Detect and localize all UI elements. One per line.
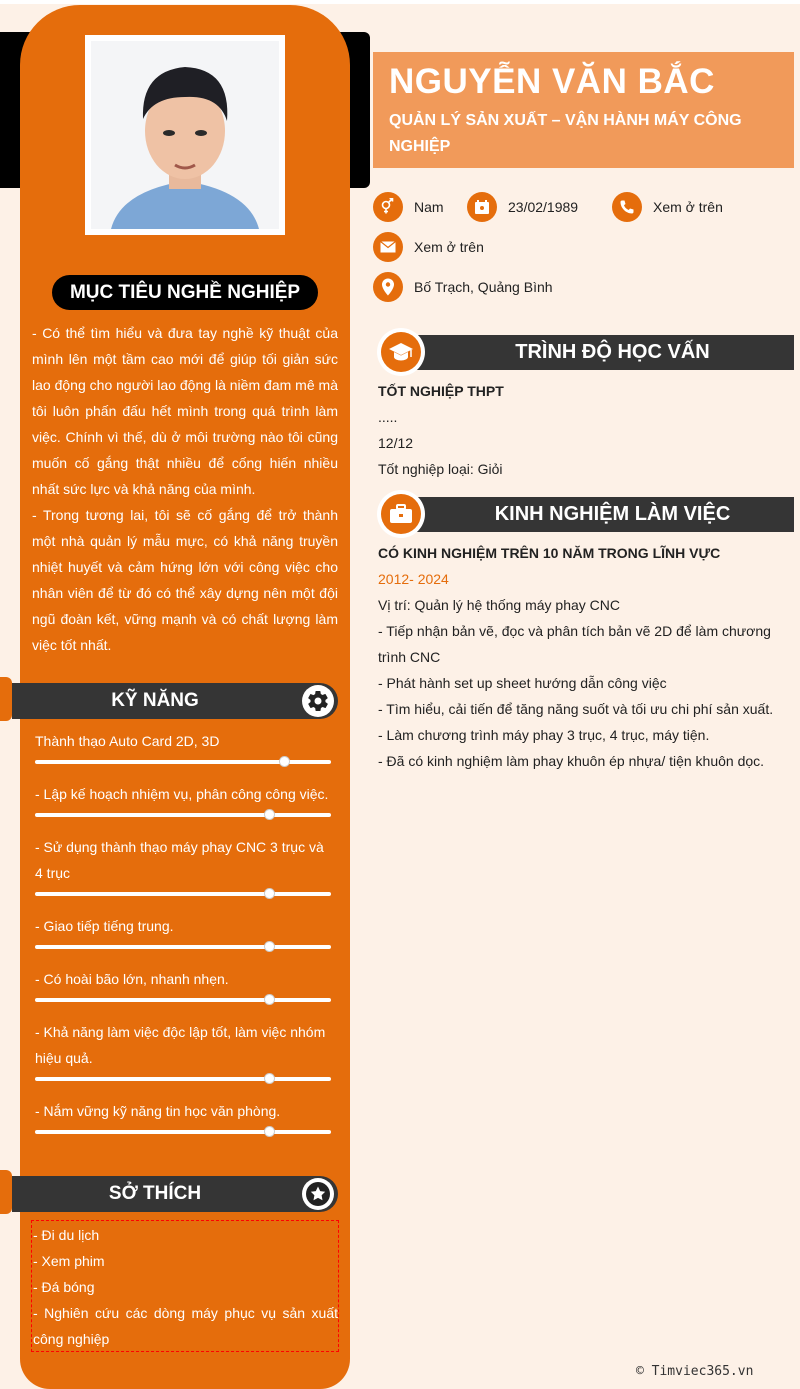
education-line: ..... [378,409,398,425]
objective-title: MỤC TIÊU NGHỀ NGHIỆP [52,275,318,310]
graduation-cap-icon [381,332,421,372]
phone-icon [612,192,642,222]
objective-text [32,320,338,658]
skill-label: - Sử dụng thành thạo máy phay CNC 3 trục và 4 trục [35,839,324,881]
skill-level-knob [265,1074,274,1083]
experience-header [377,490,794,538]
skill-label: - Lập kế hoạch nhiệm vụ, phân công công việc. [35,786,329,802]
experience-duty: - Đã có kinh nghiệm làm phay khuôn ép nhựa/ tiện khuôn dọc. [378,753,765,769]
phone-value: Xem ở trên [653,199,723,215]
education-line: 12/12 [378,435,414,451]
hobby-item: - Xem phim [33,1253,105,1269]
briefcase-icon [381,494,421,534]
hobbies-title: SỞ THÍCH [12,1176,338,1212]
objective-paragraph-2: - Trong tương lai, tôi sẽ cố gắng để trở thành một nhà quản lý mẫu mực, có khả năng truyền nhiệt huyết và cảm hứng lớn với công việc cho nhân viên để từ đó có thể xây dựng nên một đội ngũ đoàn kết, vững mạnh và có chất lượng làm việc tốt nhất. [32,507,338,653]
skill-level-bar [35,1077,331,1081]
skill-label: - Giao tiếp tiếng trung. [35,918,174,934]
skill-label: Thành thạo Auto Card 2D, 3D [35,733,220,749]
skill-level-bar [35,813,331,817]
experience-title: KINH NGHIỆM LÀM VIỆC [401,497,794,532]
full-name: NGUYỄN VĂN BẮC [389,62,715,101]
top-strip [0,0,800,4]
contact-phone [612,192,723,222]
name-header [373,52,794,168]
skill-level-knob [265,995,274,1004]
contact-gender [373,192,444,222]
contact-email [373,232,484,262]
gear-icon [302,685,334,717]
education-school: TỐT NGHIỆP THPT [378,383,504,399]
experience-period: 2012- 2024 [378,571,449,587]
footer-credit: © Timviec365.vn [636,1364,754,1379]
experience-position: Vị trí: Quản lý hệ thống máy phay CNC [378,597,620,613]
location-icon [373,272,403,302]
experience-duty: - Làm chương trình máy phay 3 trục, 4 trục, máy tiện. [378,727,710,743]
experience-company: CÓ KINH NGHIỆM TRÊN 10 NĂM TRONG LĨNH VỰC [378,545,721,561]
skills-list [35,728,331,1151]
education-content [378,378,788,482]
experience-icon-frame [377,490,425,538]
contact-address [373,272,553,302]
hobby-item: - Nghiên cứu các dòng máy phục vụ sản xuất công nghiệp [33,1305,338,1347]
experience-duty: - Tiếp nhận bản vẽ, đọc và phân tích bản vẽ 2D để làm chương trình CNC [378,623,771,665]
profile-photo [85,35,285,235]
skills-title: KỸ NĂNG [12,683,338,719]
gender-icon [373,192,403,222]
contact-dob [467,192,578,222]
experience-duty: - Tìm hiểu, cải tiến để tăng năng suốt và tối ưu chi phí sản xuất. [378,701,774,717]
skill-level-bar [35,892,331,896]
skills-header [0,683,338,719]
job-title: QUẢN LÝ SẢN XUẤT – VẬN HÀNH MÁY CÔNG NGHIỆP [389,112,742,155]
dob-value: 23/02/1989 [508,199,579,215]
skill-item [35,1019,331,1081]
skill-label: - Khả năng làm việc độc lập tốt, làm việc nhóm hiệu quả. [35,1024,326,1066]
skill-item [35,1098,331,1134]
email-value: Xem ở trên [414,239,484,255]
skill-item [35,966,331,1002]
gender-value: Nam [414,199,444,215]
avatar [91,41,279,229]
skill-level-knob [265,810,274,819]
skill-level-bar [35,1130,331,1134]
address-value: Bố Trạch, Quảng Bình [414,279,553,295]
skill-level-knob [265,1127,274,1136]
hobby-item: - Đá bóng [33,1279,95,1295]
skill-level-bar [35,998,331,1002]
education-line: Tốt nghiệp loại: Giỏi [378,461,503,477]
hobbies-header [0,1176,338,1212]
hobbies-header-tab [0,1170,12,1214]
skill-level-knob [265,942,274,951]
hobby-item: - Đi du lịch [33,1227,100,1243]
skill-level-knob [265,889,274,898]
hobbies-list [31,1220,339,1352]
education-icon-frame [377,328,425,376]
email-icon [373,232,403,262]
education-header [377,328,794,376]
objective-paragraph-1: - Có thể tìm hiểu và đưa tay nghề kỹ thuật của mình lên một tầm cao mới để giúp tối giản sức lao động cho người lao động là niềm đam mê mà tôi luôn phấn đấu hết mình trong quá trình làm việc. Chính vì thế, dù ở môi trường nào tôi cũng muốn cố gắng thật nhiều để cống hiến nhiều nhất sức lực và khả năng của mình. [32,325,338,497]
skill-item [35,834,331,896]
skill-item [35,913,331,949]
skill-label: - Có hoài bão lớn, nhanh nhẹn. [35,971,229,987]
skill-level-knob [280,757,289,766]
skill-item [35,781,331,817]
experience-duty: - Phát hành set up sheet hướng dẫn công việc [378,675,667,691]
education-title: TRÌNH ĐỘ HỌC VẤN [401,335,794,370]
skills-header-tab [0,677,12,721]
skill-level-bar [35,760,331,764]
experience-content [378,540,788,774]
star-icon [302,1178,334,1210]
calendar-icon [467,192,497,222]
skill-item [35,728,331,764]
skill-level-bar [35,945,331,949]
skill-label: - Nắm vững kỹ năng tin học văn phòng. [35,1103,281,1119]
